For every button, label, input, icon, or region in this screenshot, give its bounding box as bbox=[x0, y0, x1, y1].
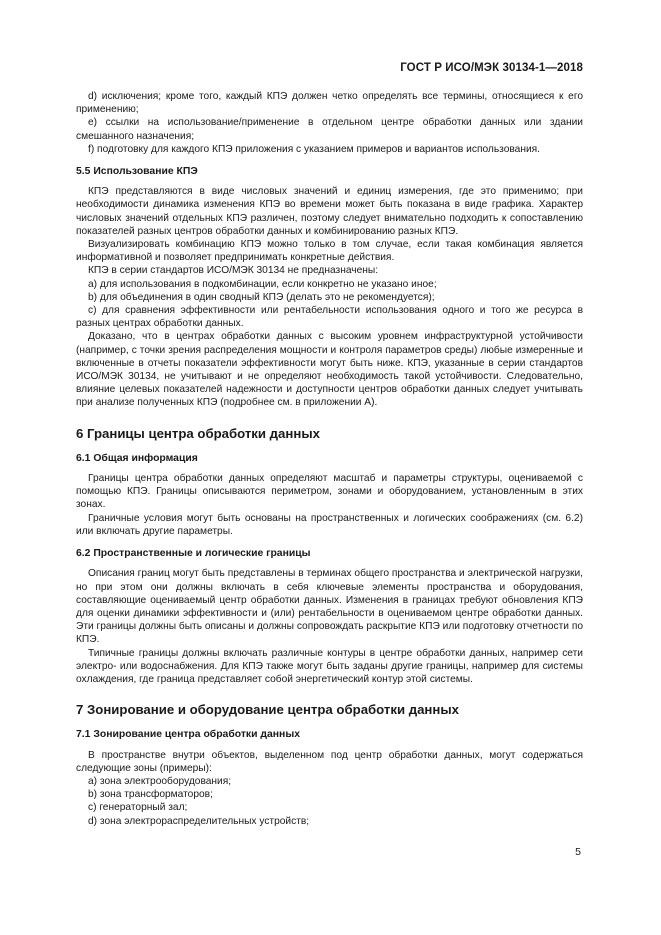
list-item: c) для сравнения эффективности или рентабельности использования одного и того же ресурса в разных центрах обработки данных. bbox=[76, 305, 583, 330]
list-item: b) зона трансформаторов; bbox=[88, 789, 213, 801]
list-item: d) исключения; кроме того, каждый КПЭ должен четко определять все термины, относящиеся к его применению; bbox=[76, 91, 583, 116]
list-item: f) подготовку для каждого КПЭ приложения с указанием примеров и вариантов использования. bbox=[88, 143, 541, 155]
list-item: d) зона электрораспределительных устройств; bbox=[88, 815, 310, 827]
list-item: a) для использования в подкомбинации, если конкретно не указано иное; bbox=[88, 278, 437, 290]
section-heading-5-5: 5.5 Использование КПЭ bbox=[76, 166, 198, 178]
paragraph: Граничные условия могут быть основаны на пространственных и логических соображениях (см. 6.2) или включать другие параметры. bbox=[76, 512, 583, 537]
paragraph: В пространстве внутри объектов, выделенном под центр обработки данных, могут содержаться следующие зоны (примеры): bbox=[76, 749, 583, 774]
section-heading-6: 6 Границы центра обработки данных bbox=[76, 425, 320, 441]
list-item: e) ссылки на использование/применение в отдельном центре обработки данных или здании смешанного назначения; bbox=[76, 117, 583, 142]
paragraph: Доказано, что в центрах обработки данных с высоким уровнем инфраструктурной устойчивости (например, с точки зрения распределения мощности и контроля параметров среды) любые измеренные и включенные в отчеты показатели эффективности могут быть ниже. КПЭ, указанные в серии стандартов ИСО/МЭК 30134, не учитывают и не определяют необходимость такой устойчивости. Следовательно, влияние целевых показателей надежности и доступности центров обработки данных следует учитывать при анализе полученных КПЭ (подробнее см. в приложении А). bbox=[76, 331, 583, 409]
paragraph: Границы центра обработки данных определяют масштаб и параметры структуры, оцениваемой с помощью КПЭ. Границы описываются периметром, зонами и оборудованием, установленным в этих зонах. bbox=[76, 473, 583, 511]
paragraph: КПЭ представляются в виде числовых значений и единиц измерения, где это применимо; при необходимости динамика изменения КПЭ во времени может быть показана в виде графика. Характер числовых значений отдельных КПЭ различен, поэтому следует внимательно подходить к сопоставлению показателей разных центров обработки данных и комбинированию разных КПЭ. bbox=[76, 186, 583, 237]
list-item: a) зона электрооборудования; bbox=[88, 775, 232, 787]
page-number: 5 bbox=[575, 846, 581, 858]
section-heading-7: 7 Зонирование и оборудование центра обработки данных bbox=[76, 702, 459, 718]
paragraph: Визуализировать комбинацию КПЭ можно только в том случае, если такая комбинация является информативной и позволяет предпринимать конкретные действия. bbox=[76, 239, 583, 264]
section-heading-6-2: 6.2 Пространственные и логические границы bbox=[76, 548, 311, 560]
page-content bbox=[76, 90, 583, 828]
section-heading-6-1: 6.1 Общая информация bbox=[76, 452, 198, 464]
list-item: c) генераторный зал; bbox=[88, 802, 188, 814]
paragraph: Описания границ могут быть представлены в терминах общего пространства и электрической нагрузки, но при этом они должны включать в себя ключевые элементы пространства и оборудования, составляющие оцениваемый центр обработки данных. Изменения в границах требуют обновления КПЭ для оценки динамики эффективности и (или) рентабельности в оцениваемом центре обработки данных. Эти границы должны быть описаны и должны сопровождать раскрытие КПЭ или подготовку отчетности по КПЭ. bbox=[76, 568, 583, 646]
paragraph: КПЭ в серии стандартов ИСО/МЭК 30134 не предназначены: bbox=[88, 265, 379, 277]
document-header: ГОСТ Р ИСО/МЭК 30134-1—2018 bbox=[400, 62, 583, 74]
paragraph: Типичные границы должны включать различные контуры в центре обработки данных, например сети электро- или водоснабжения. Для КПЭ также могут быть заданы другие границы, например для системы охлаждения, где граница представляет собой энергетический контур этой системы. bbox=[76, 647, 583, 685]
section-heading-7-1: 7.1 Зонирование центра обработки данных bbox=[76, 729, 300, 741]
list-item: b) для объединения в один сводный КПЭ (делать это не рекомендуется); bbox=[88, 291, 435, 303]
